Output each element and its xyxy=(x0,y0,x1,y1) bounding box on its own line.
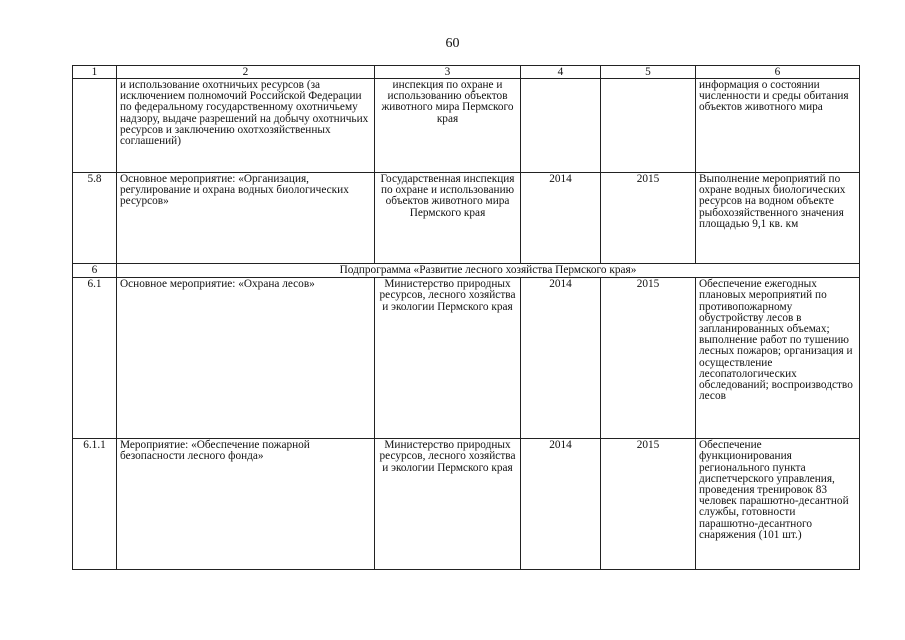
table-row xyxy=(73,173,860,264)
executor-cell: Государственная инспекция по охране и использованию объектов животного мира Пермского края xyxy=(375,173,521,264)
start-year-cell: 2014 xyxy=(521,173,601,264)
measure-name-cell: и использование охотничьих ресурсов (за исключением полномочий Российской Федерации по федеральному государственному охотничьему надзору, выдаче разрешений на добычу охотничьих ресурсов и заключению охотхозяйственных соглашений) xyxy=(117,79,375,173)
executor-cell: инспекция по охране и использованию объектов животного мира Пермского края xyxy=(375,79,521,173)
end-year-cell: 2015 xyxy=(601,278,696,439)
table-row xyxy=(73,439,860,570)
start-year-cell: 2014 xyxy=(521,439,601,570)
row-number-cell: 6.1 xyxy=(73,278,117,439)
result-cell: Выполнение мероприятий по охране водных биологических ресурсов на водном объекте рыбохозяйственного значения площадью 9,1 кв. км xyxy=(696,173,860,264)
column-number-row xyxy=(73,66,860,79)
executor-cell: Министерство природных ресурсов, лесного хозяйства и экологии Пермского края xyxy=(375,439,521,570)
end-year-cell: 2015 xyxy=(601,173,696,264)
measure-name-cell: Основное мероприятие: «Охрана лесов» xyxy=(117,278,375,439)
measure-name-cell: Основное мероприятие: «Организация, регулирование и охрана водных биологических ресурсов» xyxy=(117,173,375,264)
start-year-cell: 2014 xyxy=(521,278,601,439)
measures-table xyxy=(72,65,860,570)
subprogram-row xyxy=(73,264,860,278)
result-cell: Обеспечение функционирования регионального пункта диспетчерского управления, проведения тренировок 83 человек парашютно-десантной службы, готовности парашютно-десантного снаряжения (101 шт.) xyxy=(696,439,860,570)
result-cell: Обеспечение ежегодных плановых мероприятий по противопожарному обустройству лесов в запланированных объемах; выполнение работ по тушению лесных пожаров; организация и осуществление лесопатологических обследований; воспроизводство лесов xyxy=(696,278,860,439)
end-year-cell: 2015 xyxy=(601,439,696,570)
row-number-cell: 6.1.1 xyxy=(73,439,117,570)
column-header: 1 xyxy=(73,66,117,79)
row-number-cell: 6 xyxy=(73,264,117,278)
column-header: 6 xyxy=(696,66,860,79)
end-year-cell xyxy=(601,79,696,173)
column-header: 2 xyxy=(117,66,375,79)
measure-name-cell: Мероприятие: «Обеспечение пожарной безопасности лесного фонда» xyxy=(117,439,375,570)
page-number: 60 xyxy=(445,36,460,51)
column-header: 3 xyxy=(375,66,521,79)
result-cell: информация о состоянии численности и среды обитания объектов животного мира xyxy=(696,79,860,173)
row-number-cell: 5.8 xyxy=(73,173,117,264)
row-number-cell xyxy=(73,79,117,173)
column-header: 5 xyxy=(601,66,696,79)
table-row xyxy=(73,79,860,173)
executor-cell: Министерство природных ресурсов, лесного хозяйства и экологии Пермского края xyxy=(375,278,521,439)
start-year-cell xyxy=(521,79,601,173)
table-row xyxy=(73,278,860,439)
column-header: 4 xyxy=(521,66,601,79)
subprogram-title: Подпрограмма «Развитие лесного хозяйства Пермского края» xyxy=(117,264,860,278)
